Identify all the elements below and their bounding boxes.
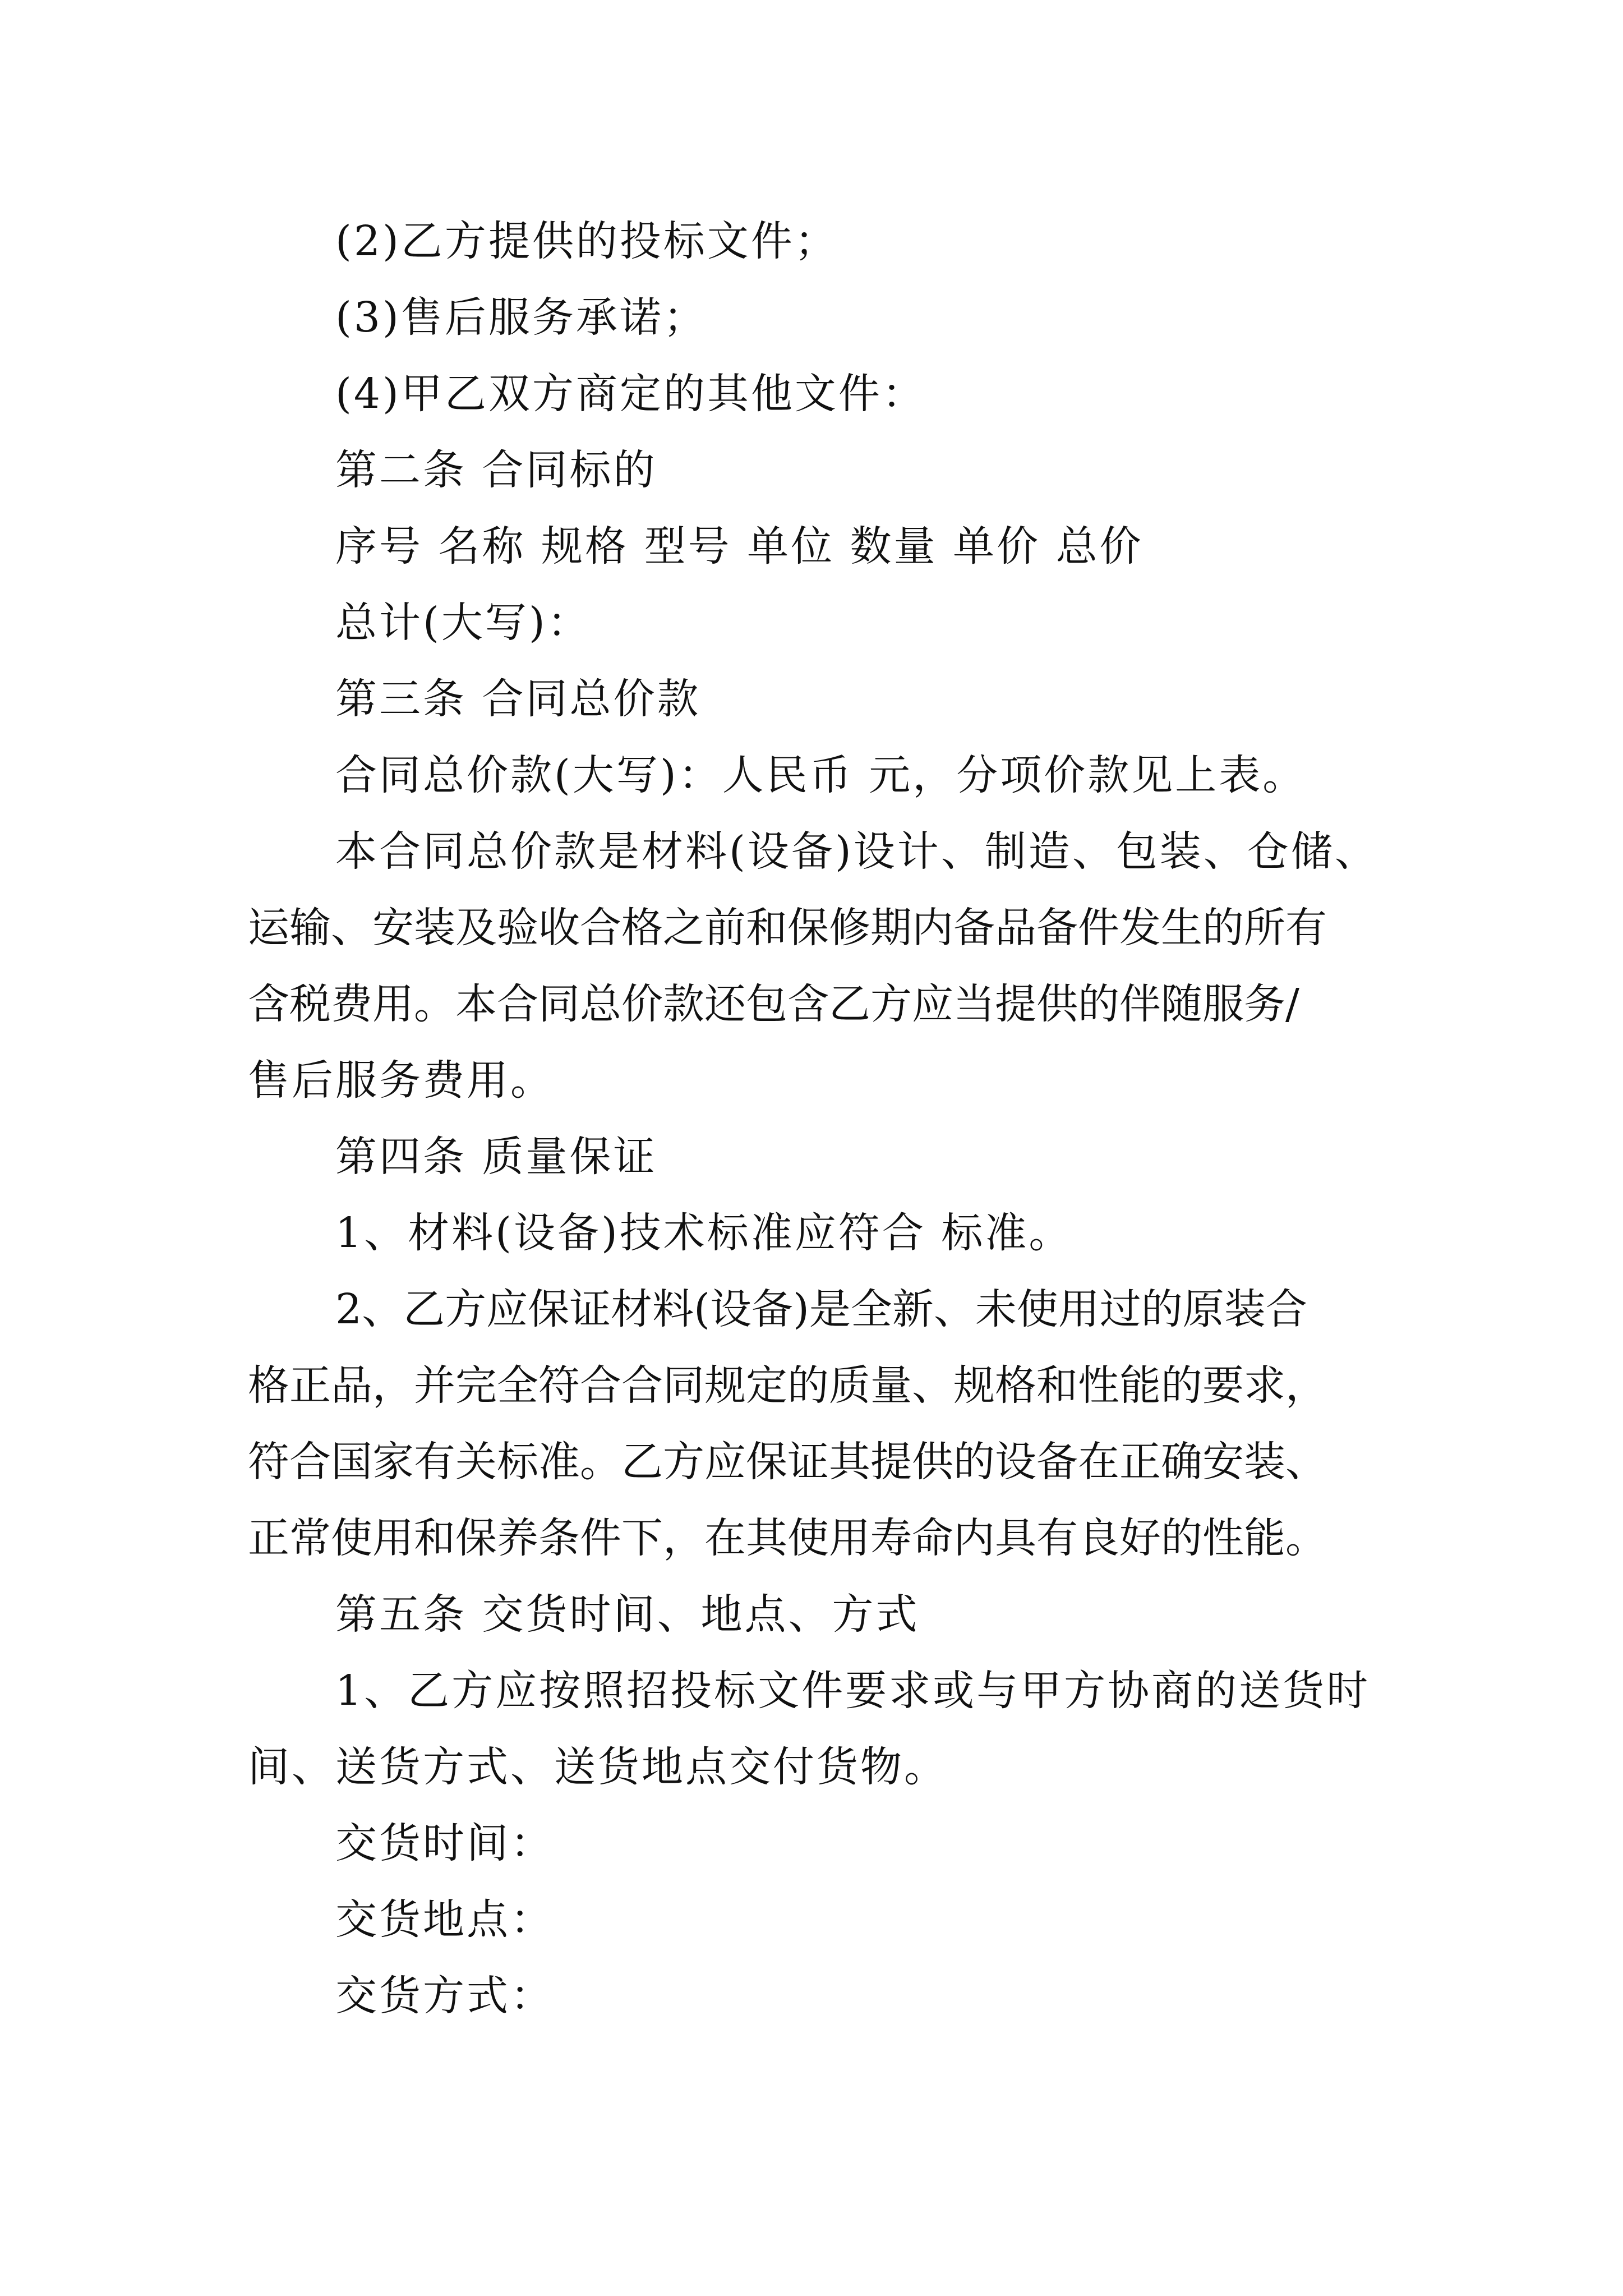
total-in-words-line: 总计(大写)： [335, 599, 591, 647]
section-heading-article-4: 第四条 质量保证 [335, 1133, 657, 1181]
section-heading-article-5: 第五条 交货时间、地点、方式 [335, 1590, 920, 1639]
paragraph-line: 含税费用。本合同总价款还包含乙方应当提供的伴随服务/ [248, 980, 1299, 1028]
list-item-bid-documents: (2)乙方提供的投标文件； [335, 217, 838, 265]
delivery-time-label: 交货时间： [335, 1819, 554, 1867]
paragraph-line: 格正品，并完全符合合同规定的质量、规格和性能的要求， [248, 1361, 1327, 1410]
paragraph-line: 符合国家有关标准。乙方应保证其提供的设备在正确安装、 [248, 1438, 1327, 1486]
list-item-other-documents: (4)甲乙双方商定的其他文件： [335, 370, 926, 418]
delivery-location-label: 交货地点： [335, 1895, 554, 1944]
paragraph-line: 间、送货方式、送货地点交付货物。 [248, 1743, 948, 1791]
paragraph-line: 合同总价款(大写)：人民币 元，分项价款见上表。 [335, 751, 1307, 799]
paragraph-line: 1、材料(设备)技术标准应符合 标准。 [335, 1209, 1073, 1257]
paragraph-line: 本合同总价款是材料(设备)设计、制造、包装、仓储、 [335, 827, 1378, 876]
delivery-method-label: 交货方式： [335, 1972, 554, 2020]
paragraph-line: 正常使用和保养条件下，在其使用寿命内具有良好的性能。 [248, 1514, 1327, 1562]
paragraph-line: 2、乙方应保证材料(设备)是全新、未使用过的原装合 [335, 1285, 1307, 1333]
paragraph-line: 售后服务费用。 [248, 1056, 554, 1105]
table-header-line: 序号 名称 规格 型号 单位 数量 单价 总价 [335, 522, 1144, 570]
list-item-after-sales: (3)售后服务承诺； [335, 293, 707, 342]
section-heading-article-2: 第二条 合同标的 [335, 446, 657, 494]
section-heading-article-3: 第三条 合同总价款 [335, 675, 701, 723]
paragraph-line: 运输、安装及验收合格之前和保修期内备品备件发生的所有 [248, 904, 1327, 952]
paragraph-line: 1、乙方应按照招投标文件要求或与甲方协商的送货时 [335, 1667, 1371, 1715]
